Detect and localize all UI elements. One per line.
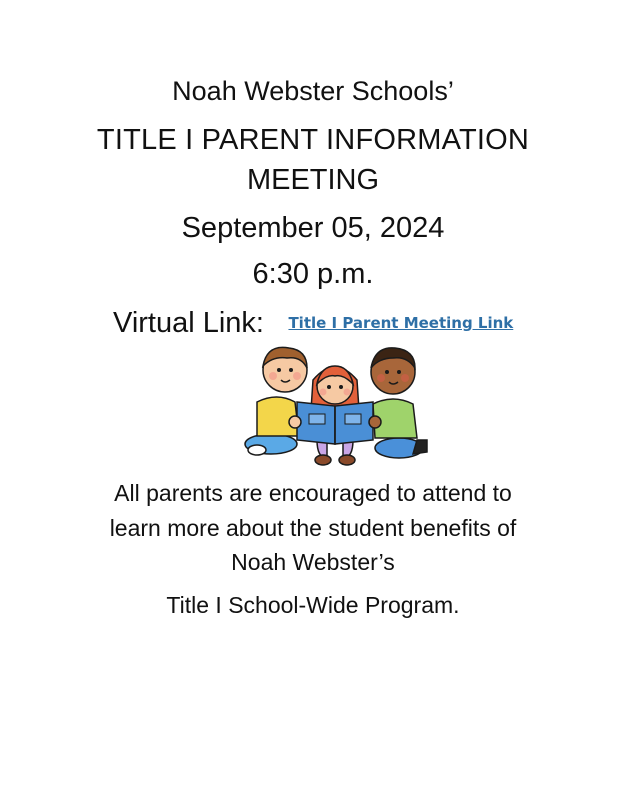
- meeting-time: 6:30 p.m.: [252, 258, 374, 290]
- right-child-figure: [371, 348, 427, 458]
- school-name: Noah Webster Schools’: [172, 76, 454, 106]
- body-text-line-1: All parents are encouraged to attend to: [114, 480, 512, 506]
- body-text-line-4: Title I School-Wide Program.: [166, 592, 460, 618]
- virtual-link-row: [113, 307, 513, 340]
- meeting-date: September 05, 2024: [181, 212, 445, 244]
- virtual-link-label: Virtual Link:: [113, 307, 264, 339]
- children-reading-book-illustration: [243, 340, 429, 468]
- meeting-link[interactable]: Title I Parent Meeting Link: [288, 314, 514, 332]
- body-text-line-3: Noah Webster’s: [231, 549, 395, 575]
- meeting-title-line-1: TITLE I PARENT INFORMATION: [96, 124, 530, 156]
- meeting-title-line-2: MEETING: [246, 164, 380, 196]
- book-icon: [297, 402, 373, 444]
- body-text-line-2: learn more about the student benefits of: [109, 515, 517, 541]
